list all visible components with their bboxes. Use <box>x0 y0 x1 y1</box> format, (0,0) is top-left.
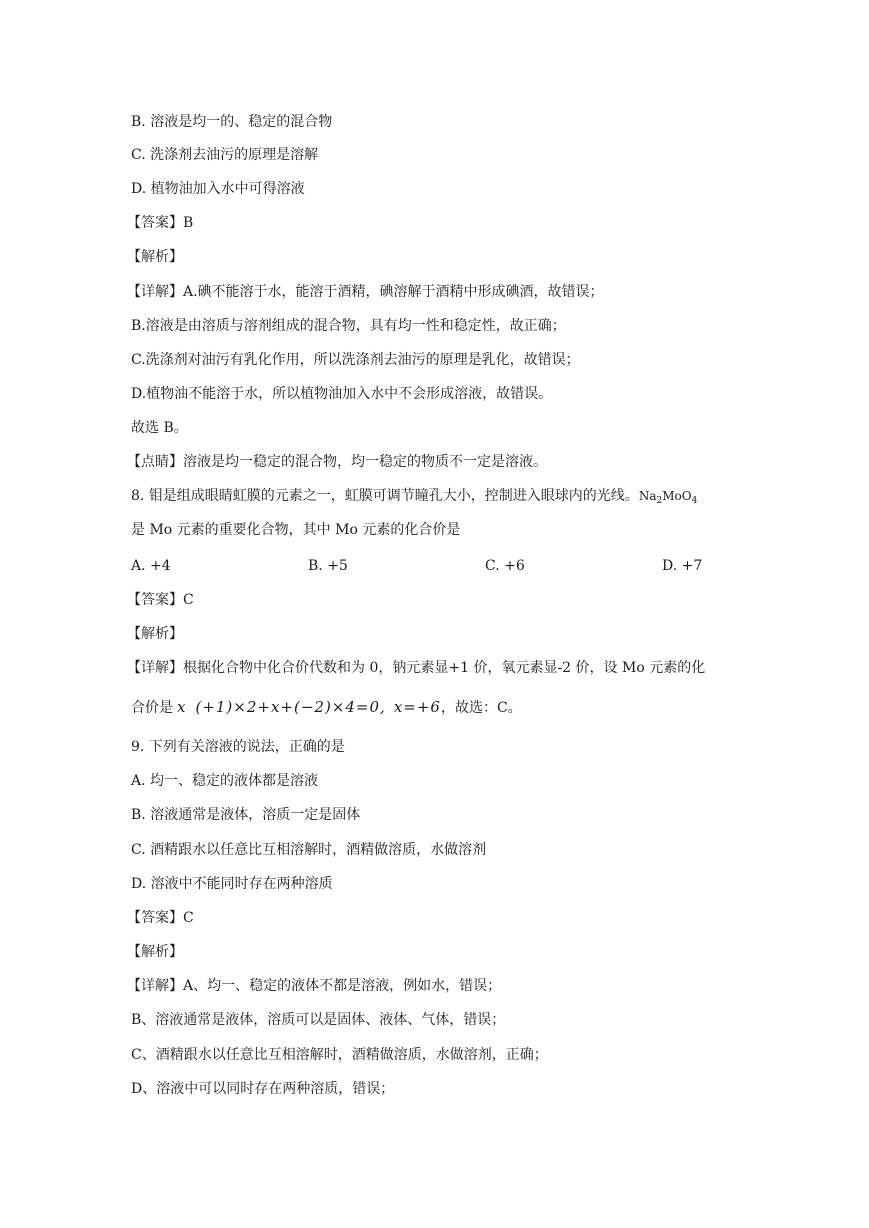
detail-tag: 【详解】 <box>127 978 183 994</box>
q9-option-b: B. 溶液通常是液体，溶质一定是固体 <box>131 807 361 823</box>
answer-value: C <box>183 910 194 926</box>
q7-option-c: C. 洗涤剂去油污的原理是溶解 <box>131 147 319 163</box>
q9-detail-c: C、酒精跟水以任意比互相溶解时，酒精做溶质，水做溶剂，正确； <box>131 1047 548 1063</box>
q8-option-d: D. +7 <box>662 558 703 574</box>
q8-option-c: C. +6 <box>485 558 525 574</box>
detail-tag: 【详解】 <box>127 284 183 300</box>
formula-na-sub: 2 <box>656 496 663 506</box>
q9-detail-a <box>127 976 501 996</box>
answer-tag: 【答案】 <box>127 592 183 608</box>
q9-detail-d: D、溶液中可以同时存在两种溶质，错误； <box>131 1081 395 1097</box>
answer-tag: 【答案】 <box>127 215 183 231</box>
comment-text: 溶液是均一稳定的混合物，均一稳定的物质不一定是溶液。 <box>183 454 547 470</box>
q7-option-b: B. 溶液是均一的、稳定的混合物 <box>131 114 333 130</box>
q8-answer <box>127 590 194 610</box>
q7-detail-a <box>127 282 604 302</box>
q8-stem-line2: 是 Mo 元素的重要化合物，其中 Mo 元素的化合价是 <box>131 522 461 538</box>
q7-comment <box>127 452 547 472</box>
detail-suffix: ，故选：C。 <box>440 700 522 716</box>
answer-value: C <box>183 592 194 608</box>
q7-option-d: D. 植物油加入水中可得溶液 <box>131 181 305 197</box>
equation-result: x=+6 <box>393 698 441 716</box>
q8-analysis-heading: 【解析】 <box>127 626 183 642</box>
q9-answer <box>127 908 194 928</box>
formula-mo: MoO <box>662 489 692 503</box>
q9-stem: 9. 下列有关溶液的说法，正确的是 <box>131 739 345 755</box>
q8-option-b: B. +5 <box>308 558 348 574</box>
q7-detail-c: C.洗涤剂对油污有乳化作用，所以洗涤剂去油污的原理是乳化，故错误； <box>131 352 580 368</box>
detail-text: A、均一、稳定的液体不都是溶液，例如水，错误； <box>183 978 502 994</box>
q8-option-a: A. +4 <box>131 558 171 574</box>
answer-tag: 【答案】 <box>127 910 183 926</box>
q7-conclusion: 故选 B。 <box>131 420 188 436</box>
q9-analysis-heading: 【解析】 <box>127 944 183 960</box>
q9-option-d: D. 溶液中不能同时存在两种溶质 <box>131 876 333 892</box>
detail-tag: 【详解】 <box>127 660 183 676</box>
q7-detail-b: B.溶液是由溶质与溶剂组成的混合物，具有均一性和稳定性，故正确； <box>131 318 566 334</box>
q7-answer <box>127 213 193 233</box>
detail-prefix: 合价是 <box>131 700 173 716</box>
answer-value: B <box>183 215 194 231</box>
comment-tag: 【点睛】 <box>127 454 183 470</box>
q9-option-a: A. 均一、稳定的液体都是溶液 <box>131 773 319 789</box>
q9-option-c: C. 酒精跟水以任意比互相溶解时，酒精做溶质，水做溶剂 <box>131 842 487 858</box>
q8-detail-line2 <box>131 697 522 718</box>
q7-analysis-heading: 【解析】 <box>127 249 183 265</box>
formula-mo-sub: 4 <box>691 496 698 506</box>
q8-formula <box>638 489 698 506</box>
equation-sum: (+1)×2+x+(−2)×4=0, <box>195 698 386 716</box>
q8-stem-text: 8. 钼是组成眼睛虹膜的元素之一，虹膜可调节瞳孔大小，控制进入眼球内的光线。 <box>131 488 639 504</box>
q9-detail-b: B、溶液通常是液体，溶质可以是固体、液体、气体，错误； <box>131 1012 506 1028</box>
q7-detail-d: D.植物油不能溶于水，所以植物油加入水中不会形成溶液，故错误。 <box>131 386 553 402</box>
q8-stem-line1 <box>131 486 697 511</box>
variable-x: x <box>177 698 186 716</box>
q8-detail-line1 <box>127 658 705 678</box>
detail-text: A.碘不能溶于水，能溶于酒精，碘溶解于酒精中形成碘酒，故错误； <box>183 284 604 300</box>
formula-na: Na <box>638 489 657 503</box>
detail-text: 根据化合物中化合价代数和为 0，钠元素显+1 价，氧元素显-2 价，设 Mo 元素的化 <box>183 660 706 676</box>
